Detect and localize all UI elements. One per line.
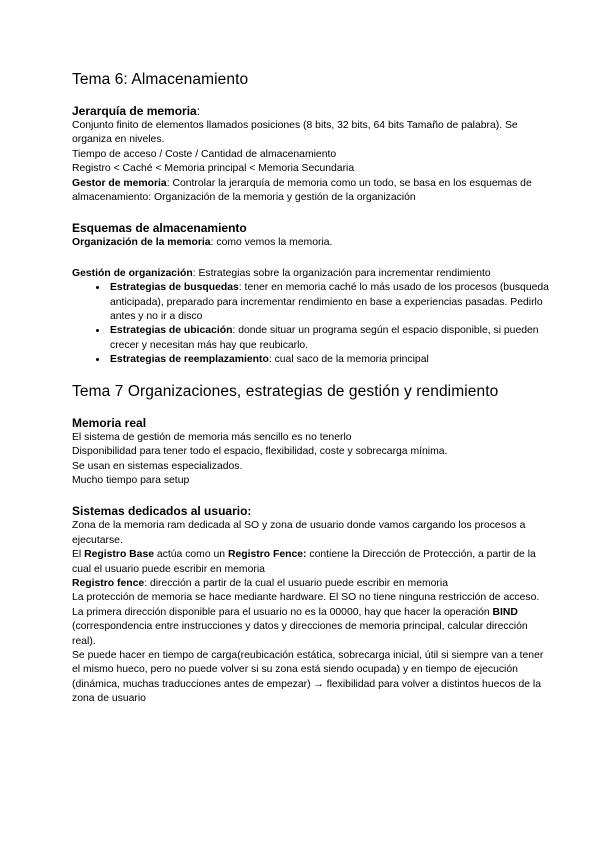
sistemas-p6: Se puede hacer en tiempo de carga(reubicación estática, sobrecarga inicial, útil si siempre van a tener el mismo hueco, pero no puede volver si su zona está siendo ocupada) y en tiempo de ejecución (dinámica, muchas traducciones antes de empezar) → flexibilidad para volver a distintos huecos de la zona de usuario	[72, 649, 544, 705]
gestion-organizacion: Gestión de organización: Estrategias sobre la organización para incrementar rendimiento	[72, 267, 491, 279]
sistemas-p1: Zona de la memoria ram dedicada al SO y zona de usuario donde vamos cargando los procesos a ejecutarse.	[72, 520, 526, 546]
list-item: • Estrategias de reemplazamiento: cual saco de la memoria principal	[108, 353, 550, 367]
memoria-real-p2: Disponibilidad para tener todo el espacio, flexibilidad, coste y sobrecarga mínima.	[72, 446, 448, 458]
sistemas-p5: La primera dirección disponible para el usuario no es la 00000, hay que hacer la operación BIND (correspondencia entre instrucciones y datos y direcciones de memoria principal, calcular dirección real).	[72, 606, 528, 647]
estrategias-list	[72, 281, 550, 367]
list-item: • Estrategias de ubicación: donde situar un programa según el espacio disponible, si pueden crecer y necesitan más hay que reubicarlo.	[108, 324, 550, 353]
sistemas-heading: Sistemas dedicados al usuario:	[72, 504, 252, 519]
gestor-memoria: Gestor de memoria: Controlar la jerarquía de memoria como un todo, se basa en los esquemas de almacenamiento: Organización de la memoria y gestión de la organización	[72, 177, 532, 204]
sistemas-p4: La protección de memoria se hace mediante hardware. El SO no tiene ninguna restricción de acceso.	[72, 592, 540, 604]
memoria-real-p1: El sistema de gestión de memoria más sencillo es no tenerlo	[72, 431, 352, 443]
jerarquia-criteria: Tiempo de acceso / Coste / Cantidad de almacenamiento	[72, 148, 337, 160]
esquemas-heading: Esquemas de almacenamiento	[72, 221, 247, 236]
jerarquia-heading: Jerarquía de memoria:	[72, 104, 201, 118]
list-item: • Estrategias de busquedas: tener en memoria caché lo más usado de los procesos (busqueda anticipada), preparado para incrementar rendimiento en base a experiencias pasadas. Pedirlo antes y no ir a disco	[108, 281, 550, 324]
memoria-real-heading: Memoria real	[72, 415, 147, 430]
memoria-real-p3: Se usan en sistemas especializados.	[72, 460, 243, 472]
memoria-real-p4: Mucho tiempo para setup	[72, 474, 190, 486]
sistemas-p2: El Registro Base actúa como un Registro Fence: contiene la Dirección de Protección, a partir de la cual el usuario puede escribir en memoria	[72, 549, 536, 575]
organizacion-memoria: Organización de la memoria: como vemos la memoria.	[72, 237, 333, 249]
tema7-title: Tema 7 Organizaciones, estrategias de gestión y rendimiento	[72, 382, 499, 400]
jerarquia-definition: Conjunto finito de elementos llamados posiciones (8 bits, 32 bits, 64 bits Tamaño de palabra). Se organiza en niveles.	[72, 120, 518, 146]
sistemas-p3: Registro fence: dirección a partir de la cual el usuario puede escribir en memoria	[72, 577, 448, 589]
tema6-title: Tema 6: Almacenamiento	[72, 71, 249, 88]
jerarquia-order: Registro < Caché < Memoria principal < Memoria Secundaria	[72, 163, 355, 175]
